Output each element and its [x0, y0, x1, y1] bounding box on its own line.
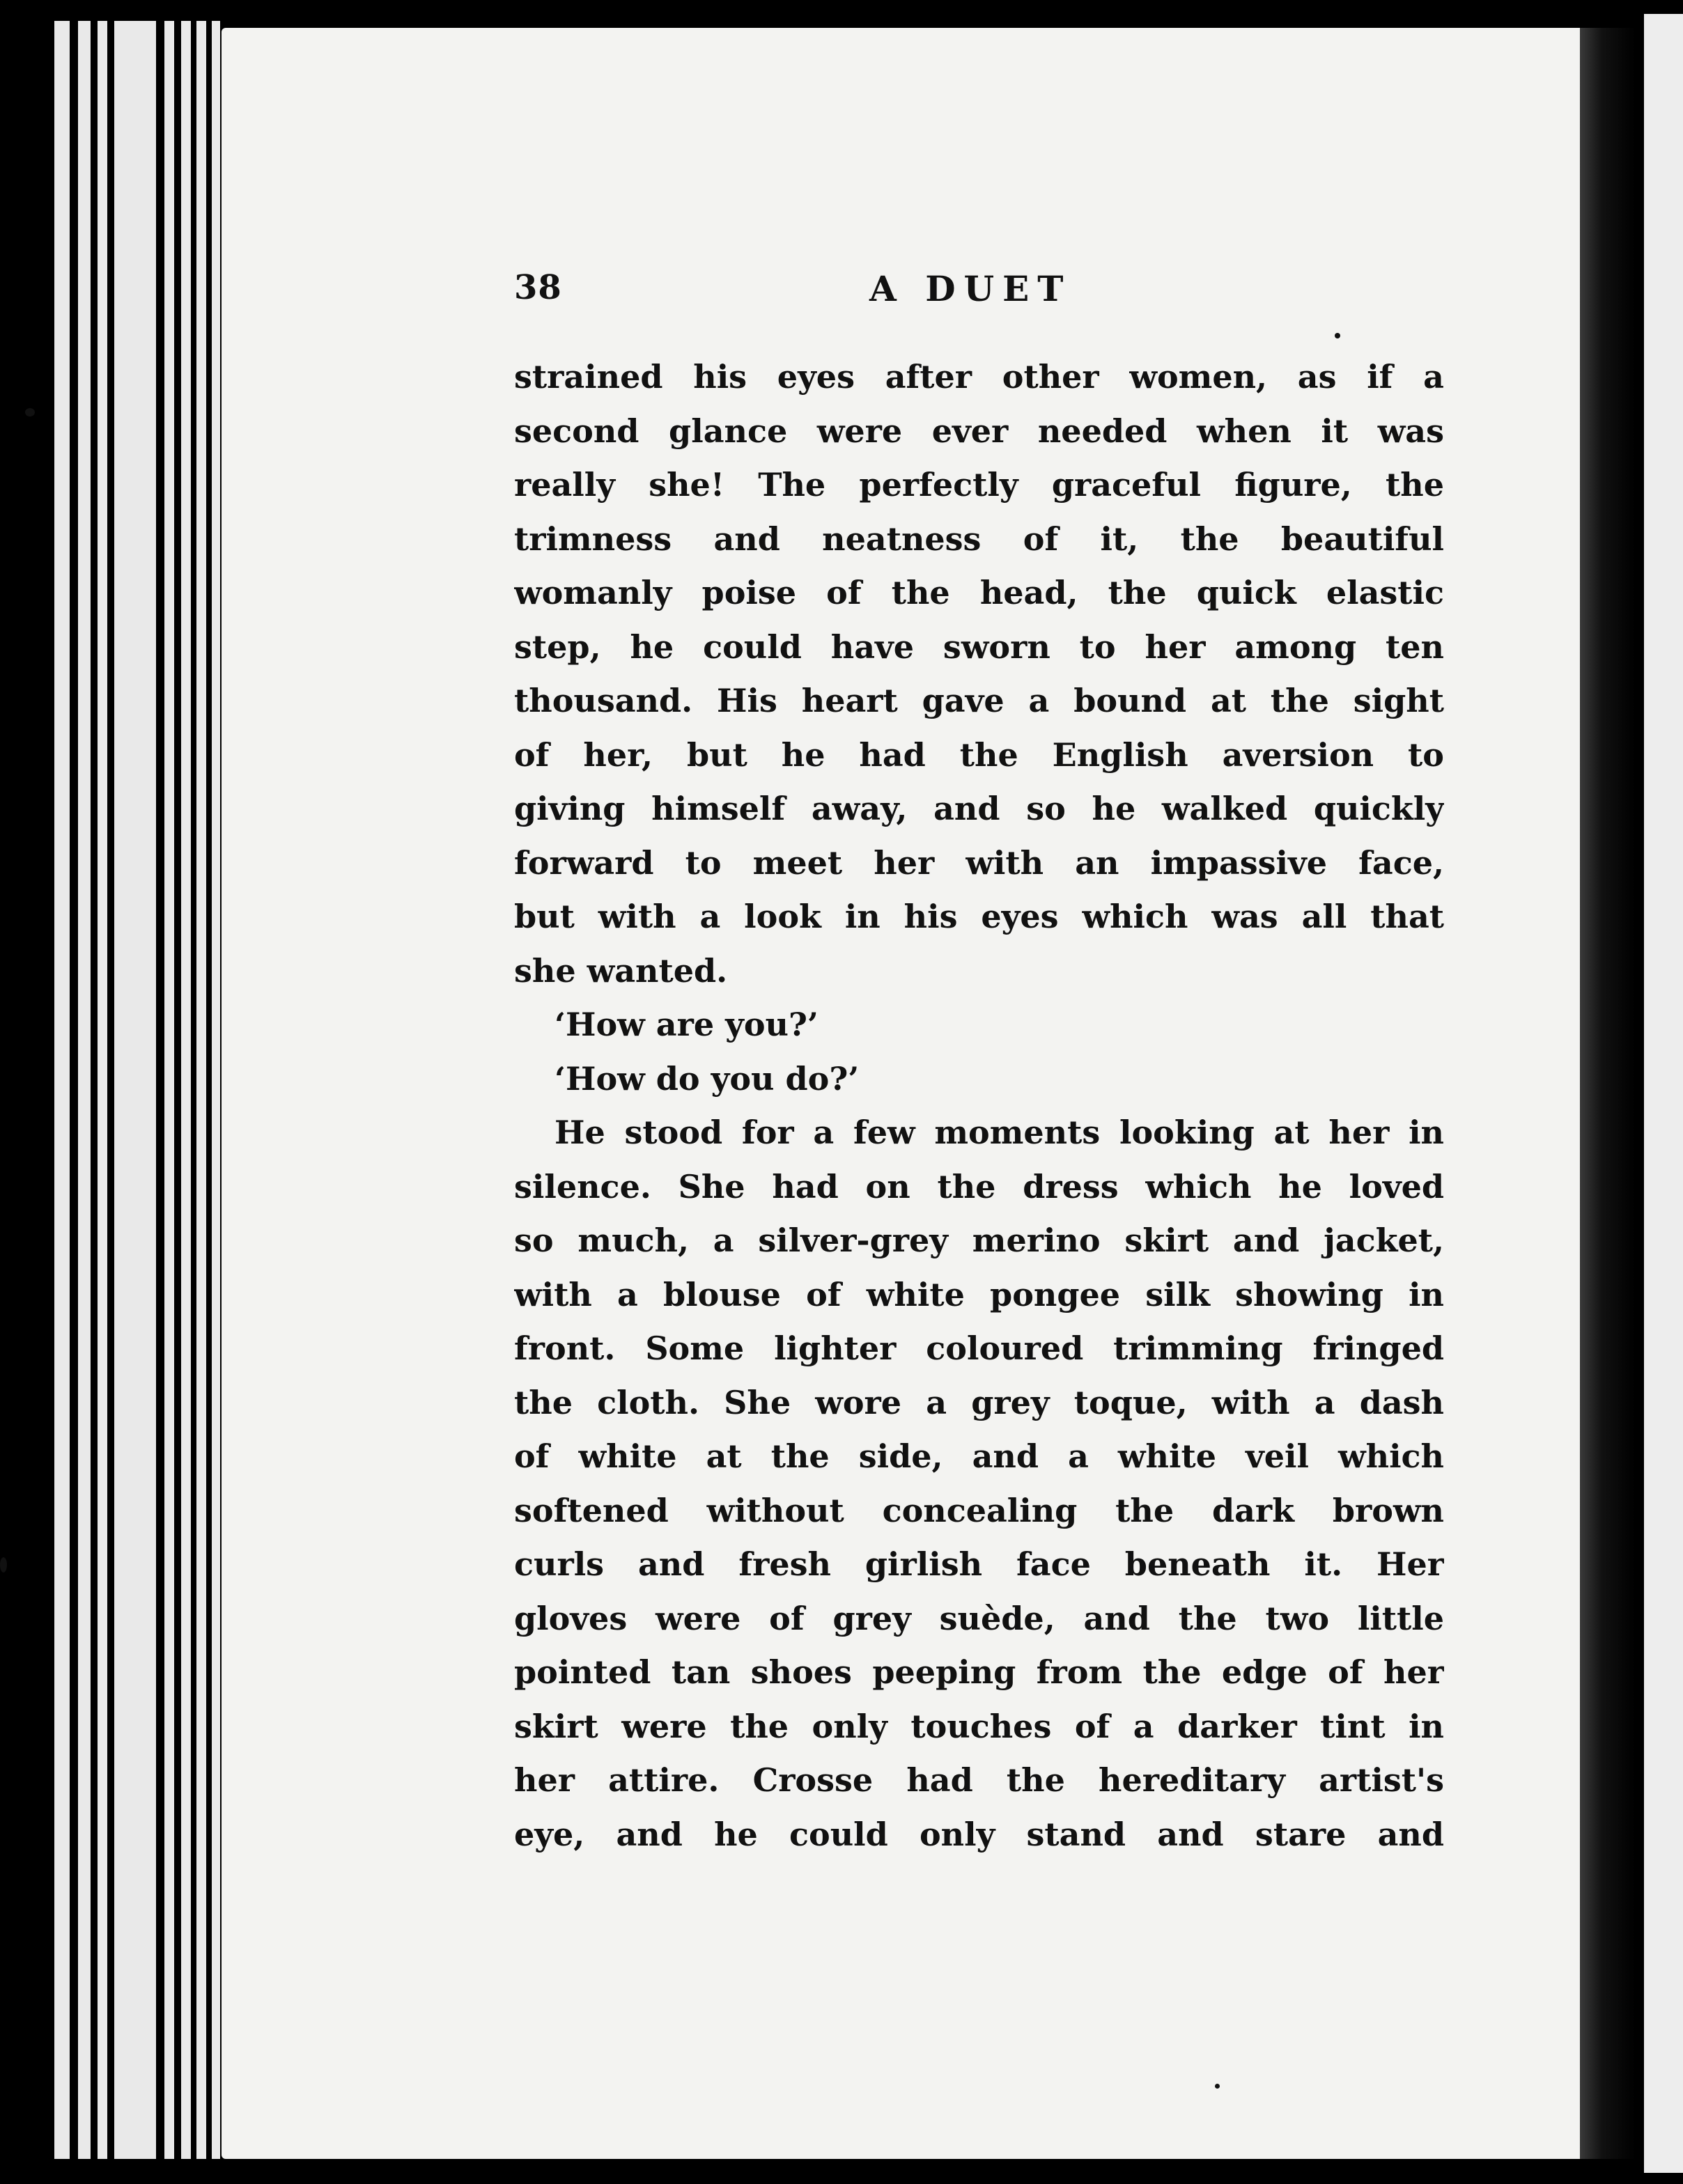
- text-line: pointed tan shoes peeping from the edge of her: [514, 1653, 1444, 1691]
- page-edge: [78, 21, 91, 2159]
- text-line: skirt were the only touches of a darker tint in: [514, 1707, 1444, 1745]
- dialogue-line: ‘How do you do?’: [554, 1059, 860, 1098]
- page-edge: [181, 21, 191, 2159]
- text-line: the cloth. She wore a grey toque, with a dash: [514, 1383, 1444, 1421]
- text-line: front. Some lighter coloured trimming fringed: [514, 1329, 1444, 1367]
- page-edge: [54, 21, 70, 2159]
- text-line: gloves were of grey suède, and the two little: [514, 1599, 1444, 1637]
- text-line: second glance were ever needed when it was: [514, 412, 1444, 450]
- text-line: forward to meet her with an impassive face,: [514, 843, 1444, 882]
- text-line: of white at the side, and a white veil which: [514, 1437, 1444, 1475]
- dialogue-line: ‘How are you?’: [554, 1006, 819, 1043]
- text-line: giving himself away, and so he walked quickly: [514, 790, 1444, 827]
- text-line: really she! The perfectly graceful figure, the: [514, 466, 1444, 504]
- facing-page-edge: [1644, 14, 1683, 2173]
- text-line: so much, a silver-grey merino skirt and jacket,: [514, 1222, 1444, 1259]
- page-edge: [212, 21, 220, 2159]
- page-edge: [196, 21, 206, 2159]
- text-line: He stood for a few moments looking at her in: [554, 1114, 1444, 1151]
- page-edge: [164, 21, 174, 2159]
- page-number: 38: [514, 268, 562, 307]
- binding-gutter: [1580, 28, 1636, 2159]
- running-title: A DUET: [869, 268, 1072, 309]
- text-line: thousand. His heart gave a bound at the sight: [514, 682, 1444, 719]
- text-line: she wanted.: [514, 951, 728, 990]
- text-line: strained his eyes after other women, as if a: [514, 358, 1444, 396]
- page-edge: [114, 21, 156, 2159]
- page-edges: [42, 21, 230, 2159]
- text-line: of her, but he had the English aversion to: [514, 735, 1444, 774]
- scan-speck: [0, 1557, 7, 1573]
- text-line: womanly poise of the head, the quick elastic: [514, 574, 1444, 611]
- text-line: trimness and neatness of it, the beautiful: [514, 520, 1444, 558]
- running-header: [514, 268, 1448, 324]
- page-edge: [98, 21, 107, 2159]
- text-line: softened without concealing the dark brown: [514, 1491, 1444, 1529]
- scan-speck: [1215, 2084, 1220, 2089]
- text-line: her attire. Crosse had the hereditary artist's: [514, 1761, 1444, 1799]
- text-line: with a blouse of white pongee silk showing in: [514, 1275, 1444, 1313]
- body-text: [514, 350, 1444, 1862]
- text-line: silence. She had on the dress which he loved: [514, 1167, 1444, 1206]
- text-line: step, he could have sworn to her among ten: [514, 627, 1444, 666]
- scan-speck: [25, 408, 35, 416]
- text-line: eye, and he could only stand and stare and: [514, 1815, 1444, 1853]
- text-line: curls and fresh girlish face beneath it. Her: [514, 1545, 1444, 1583]
- scan-speck: [1335, 333, 1340, 338]
- text-line: but with a look in his eyes which was all that: [514, 898, 1444, 935]
